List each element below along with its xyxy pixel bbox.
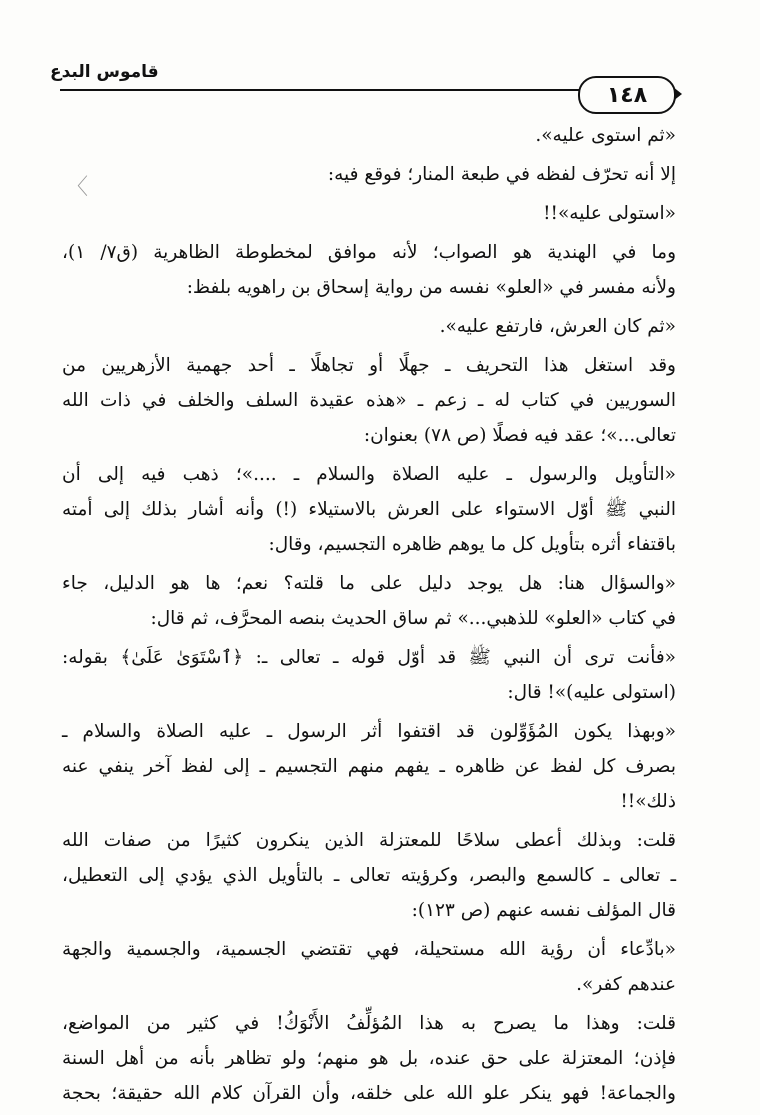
text-line: في كتاب «العلو» للذهبي...» ثم ساق الحديث بنصه المحرَّف، ثم قال: [150, 608, 676, 629]
header-rule [60, 89, 620, 91]
text-line: ـ تعالى ـ كالسمع والبصر، وكرؤيته تعالى ـ بالتأويل الذي يؤدي إلى التعطيل، [62, 865, 676, 886]
text-line: (استولى عليه)»! قال: [507, 682, 676, 703]
running-header-title: قاموس البدع [50, 62, 159, 82]
text-line: بصرف كل لفظ عن ظاهره ـ يفهم منهم التجسيم ـ إلى لفظ آخر ينفي عنه ذلك»!! [62, 756, 676, 812]
text-line: قلت: وبذلك أعطى سلاحًا للمعتزلة الذين ينكرون كثيرًا من صفات الله [62, 830, 676, 851]
text-line: باقتفاء أثره بتأويل كل ما يوهم ظاهره التجسيم، وقال: [268, 534, 676, 555]
paragraph [62, 714, 676, 819]
paragraph [62, 309, 676, 344]
paragraph [62, 235, 676, 305]
text-line: وما في الهندية هو الصواب؛ لأنه موافق لمخطوطة الظاهرية (ق٧/ ١)، [62, 242, 676, 263]
text-line: عندهم كفر». [576, 974, 676, 995]
text-line: السوريين في كتاب له ـ زعم ـ «هذه عقيدة السلف والخلف في ذات الله [62, 390, 676, 411]
text-line: النبي ﷺ أوّل الاستواء على العرش بالاستيلاء (!) وأنه أشار بذلك إلى أمته [62, 499, 676, 520]
text-line: ولأنه مفسر في «العلو» نفسه من رواية إسحاق بن راهويه بلفظ: [186, 277, 676, 298]
paragraph [62, 348, 676, 453]
text-line: «ثم كان العرش، فارتفع عليه». [439, 316, 676, 337]
text-line: «وبهذا يكون المُؤَوِّلون قد اقتفوا أثر الرسول ـ عليه الصلاة والسلام ـ [62, 721, 676, 742]
text-line: «التأويل والرسول ـ عليه الصلاة والسلام ـ ....»؛ ذهب فيه إلى أن [62, 464, 676, 485]
page-number: ١٤٨ [578, 76, 676, 114]
paragraph [62, 932, 676, 1002]
text-line: «فأنت ترى أن النبي ﷺ قد أوّل قوله ـ تعالى ـ: ﴿ٱسْتَوَىٰ عَلَىٰ﴾ بقوله: [62, 647, 676, 668]
paragraph [62, 457, 676, 562]
text-line: والجماعة! فهو ينكر علو الله على خلقه، وأن القرآن كلام الله حقيقة؛ بحجة [62, 1083, 676, 1104]
paragraph [62, 196, 676, 231]
text-line: قلت: وهذا ما يصرح به هذا المُؤلِّفُ الأَنْوَكُ! في كثير من المواضع، [62, 1013, 676, 1034]
margin-bracket-mark: 〈 [66, 175, 89, 200]
paragraph [62, 823, 676, 928]
body-text [62, 118, 676, 1115]
text-line: تعالى...»؛ عقد فيه فصلًا (ص ٧٨) بعنوان: [363, 425, 676, 446]
text-line: «ثم استوى عليه». [535, 125, 676, 146]
text-line: «بادِّعاء أن رؤية الله مستحيلة، فهي تقتضي الجسمية، والجسمية والجهة [62, 939, 676, 960]
paragraph [62, 640, 676, 710]
paragraph [62, 157, 676, 192]
paragraph [62, 118, 676, 153]
text-line: «والسؤال هنا: هل يوجد دليل على ما قلته؟ نعم؛ ها هو الدليل، جاء [62, 573, 676, 594]
text-line: قال المؤلف نفسه عنهم (ص ١٢٣): [411, 900, 676, 921]
paragraph [62, 566, 676, 636]
text-line: إلا أنه تحرّف لفظه في طبعة المنار؛ فوقع فيه: [327, 164, 676, 185]
paragraph [62, 1006, 676, 1111]
text-line: وقد استغل هذا التحريف ـ جهلًا أو تجاهلًا ـ أحد جهمية الأزهريين من [62, 355, 676, 376]
text-line: فإذن؛ المعتزلة على حق عنده، بل هو منهم؛ ولو تظاهر بأنه من أهل السنة [62, 1048, 676, 1069]
text-line: «استولى عليه»!! [543, 203, 676, 224]
